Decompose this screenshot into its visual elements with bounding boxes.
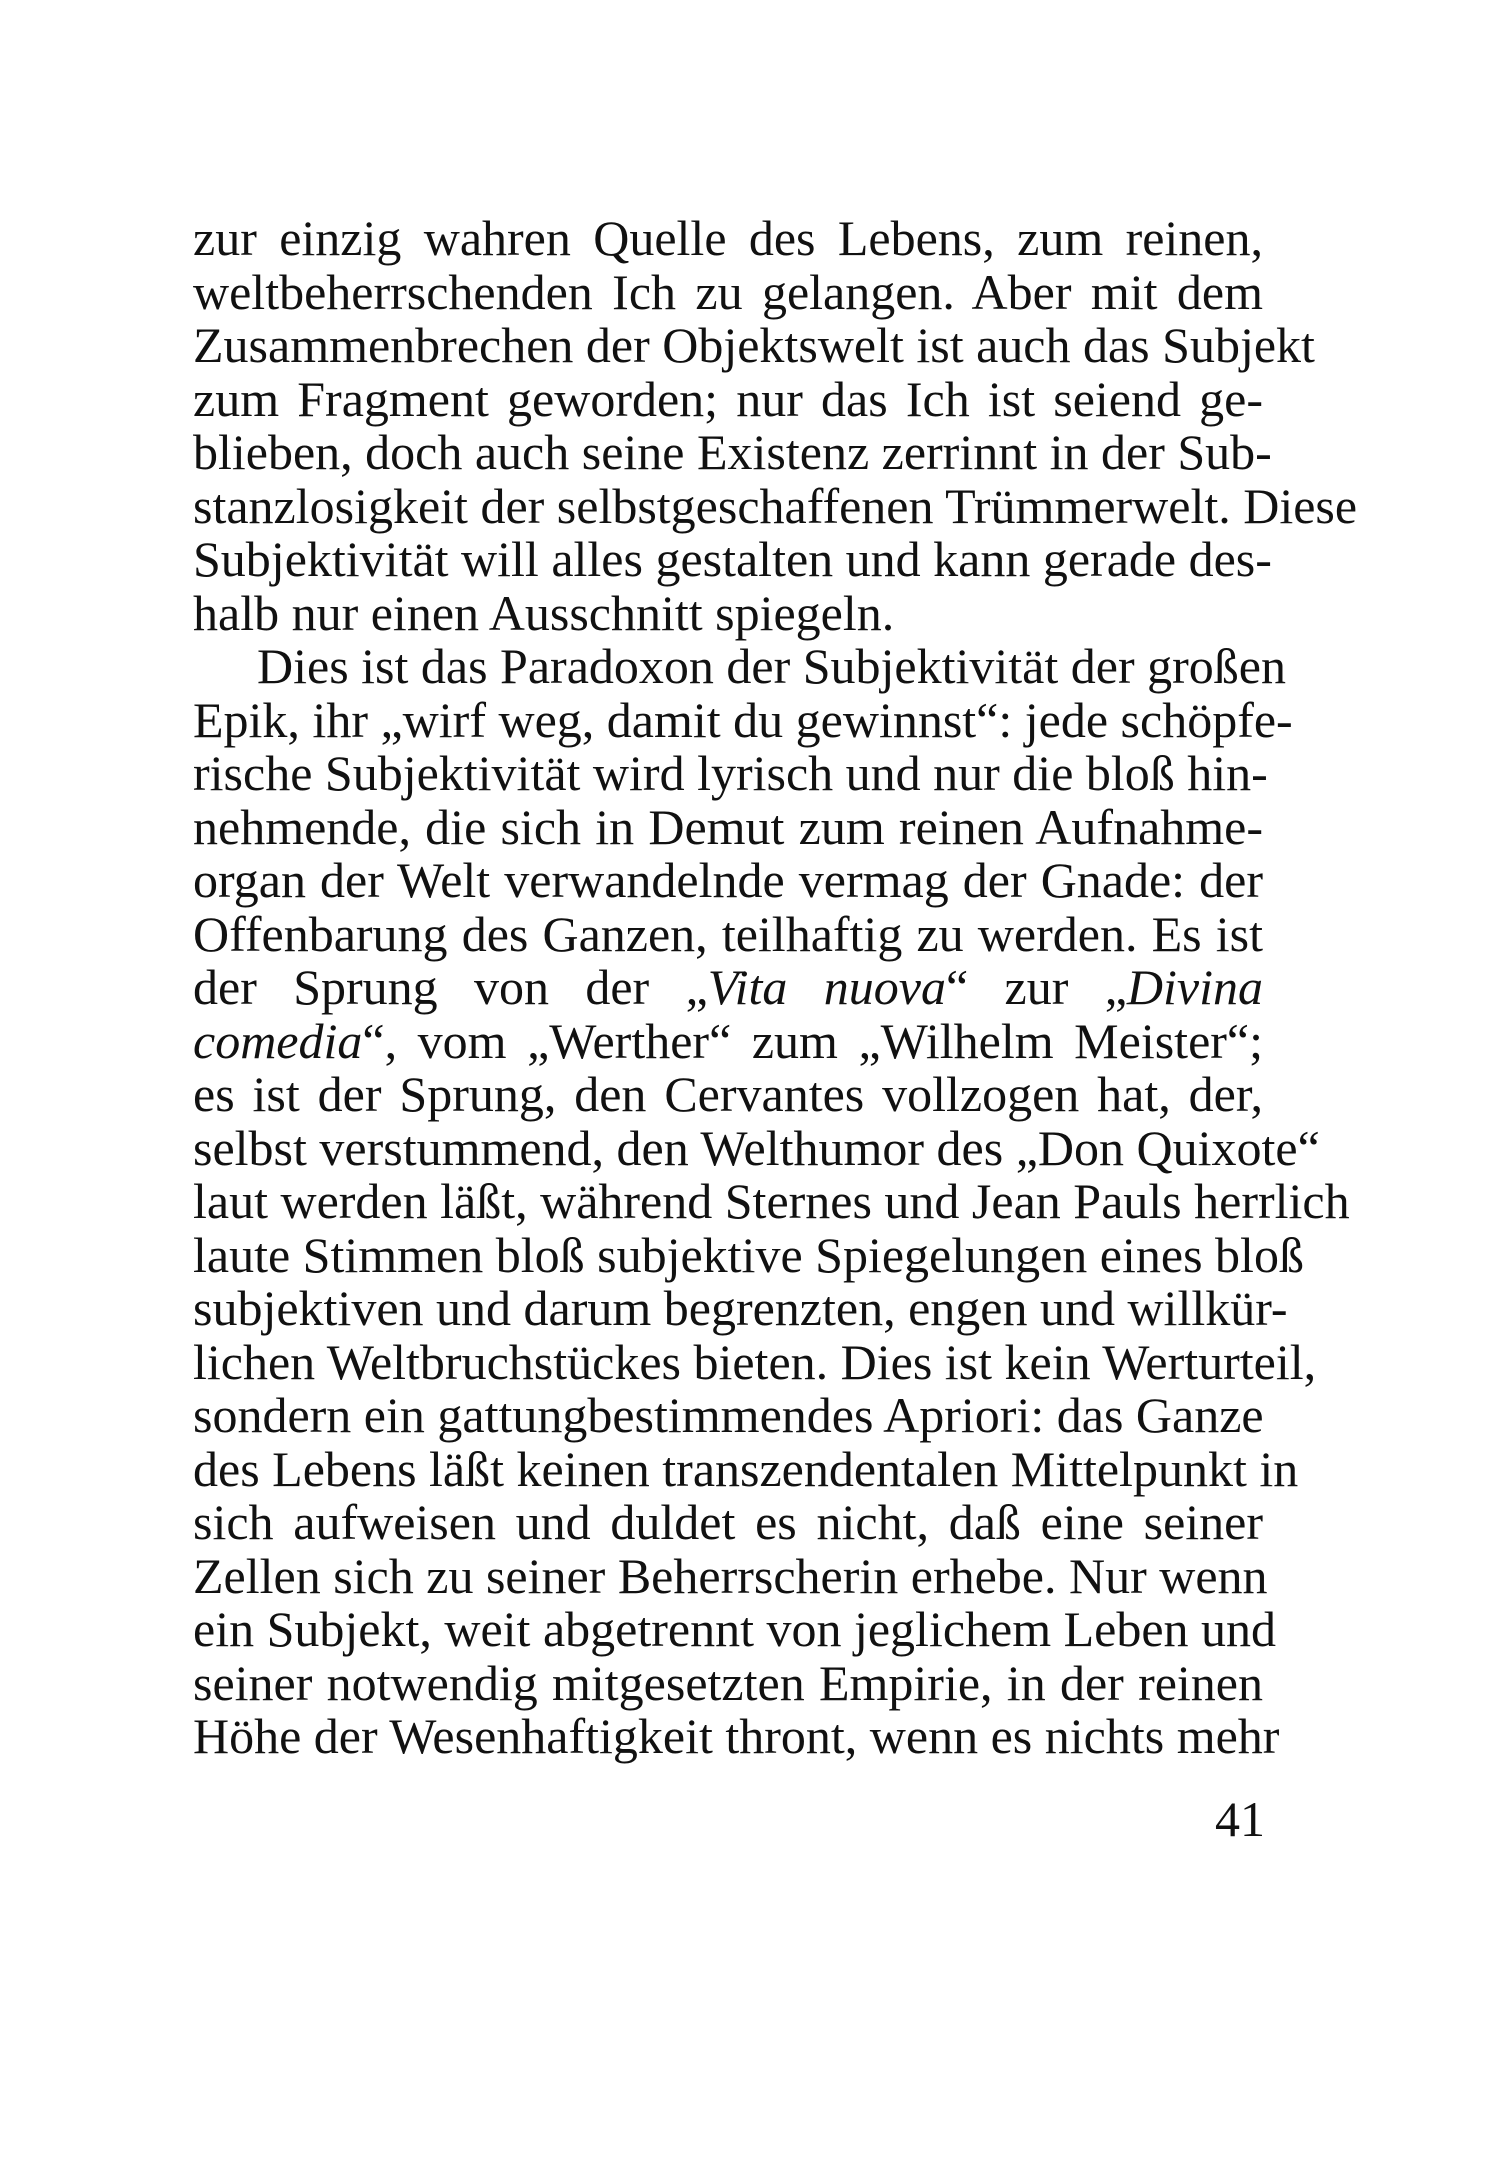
open-quote: „ xyxy=(1104,959,1127,1015)
text-line: organ der Welt verwandelnde vermag der Gnade: der xyxy=(193,852,1263,908)
text-line: weltbeherrschenden Ich zu gelangen. Aber mit dem xyxy=(193,263,1263,320)
text-line: des Lebens läßt keinen transzendentalen Mittelpunkt in xyxy=(193,1440,1299,1497)
text-line: sondern ein gattungbestimmendes Apriori: das Ganze xyxy=(193,1387,1264,1443)
text-line: nehmende, die sich in Demut zum reinen Aufnahme- xyxy=(193,798,1263,855)
close-quote: “ xyxy=(945,959,969,1015)
title-comedia: comedia xyxy=(193,1012,363,1069)
text-line xyxy=(193,1012,1263,1069)
text-line: Epik, ihr „wirf weg, damit du gewinnst“: jede schöpfe- xyxy=(193,691,1293,748)
title-divina: Divina xyxy=(1126,959,1264,1015)
text-line: rische Subjektivität wird lyrisch und nur die bloß hin- xyxy=(193,745,1268,801)
text-line: Höhe der Wesenhaftigkeit thront, wenn es nichts mehr xyxy=(193,1708,1280,1764)
text-segment: “, vom „Werther“ zum „Wilhelm Meister“; xyxy=(362,1012,1263,1069)
text-line: Zellen sich zu seiner Beherrscherin erhebe. Nur wenn xyxy=(193,1547,1268,1604)
text-line: zur einzig wahren Quelle des Lebens, zum reinen, xyxy=(193,210,1263,266)
text-line: lichen Weltbruchstückes bieten. Dies ist kein Werturteil, xyxy=(193,1333,1317,1390)
text-line: Offenbarung des Ganzen, teilhaftig zu werden. Es ist xyxy=(193,905,1263,962)
text-line: zum Fragment geworden; nur das Ich ist seiend ge- xyxy=(193,370,1263,427)
text-segment: zur xyxy=(968,959,1105,1015)
title-vita-nuova: Vita nuova xyxy=(707,959,946,1015)
page-number: 41 xyxy=(1215,1791,1265,1847)
text-segment: der Sprung von der xyxy=(193,959,686,1015)
text-line xyxy=(193,961,1263,1015)
text-line: laute Stimmen bloß subjektive Spiegelungen eines bloß xyxy=(193,1226,1304,1283)
body-text xyxy=(193,210,1358,1764)
text-line: es ist der Sprung, den Cervantes vollzogen hat, der, xyxy=(193,1066,1263,1122)
text-line: Subjektivität will alles gestalten und kann gerade des- xyxy=(193,531,1272,587)
text-line: selbst verstummend, den Welthumor des „Don Quixote“ xyxy=(193,1119,1320,1176)
text-line: halb nur einen Ausschnitt spiegeln. xyxy=(193,584,895,641)
text-line: laut werden läßt, während Sternes und Jean Pauls herrlich xyxy=(193,1173,1350,1229)
text-line: seiner notwendig mitgesetzten Empirie, in der reinen xyxy=(193,1654,1263,1711)
text-line: blieben, doch auch seine Existenz zerrinnt in der Sub- xyxy=(193,424,1272,480)
text-line: Zusammenbrechen der Objektswelt ist auch das Subjekt xyxy=(193,317,1315,373)
text-line: ein Subjekt, weit abgetrennt von jeglichem Leben und xyxy=(193,1601,1277,1657)
text-line: Dies ist das Paradoxon der Subjektivität der großen xyxy=(257,638,1286,694)
text-line: subjektiven und darum begrenzten, engen und willkür- xyxy=(193,1280,1288,1336)
open-quote: „ xyxy=(685,959,708,1015)
text-line: stanzlosigkeit der selbstgeschaffenen Trümmerwelt. Diese xyxy=(193,477,1358,534)
text-line: sich aufweisen und duldet es nicht, daß eine seiner xyxy=(193,1494,1263,1550)
